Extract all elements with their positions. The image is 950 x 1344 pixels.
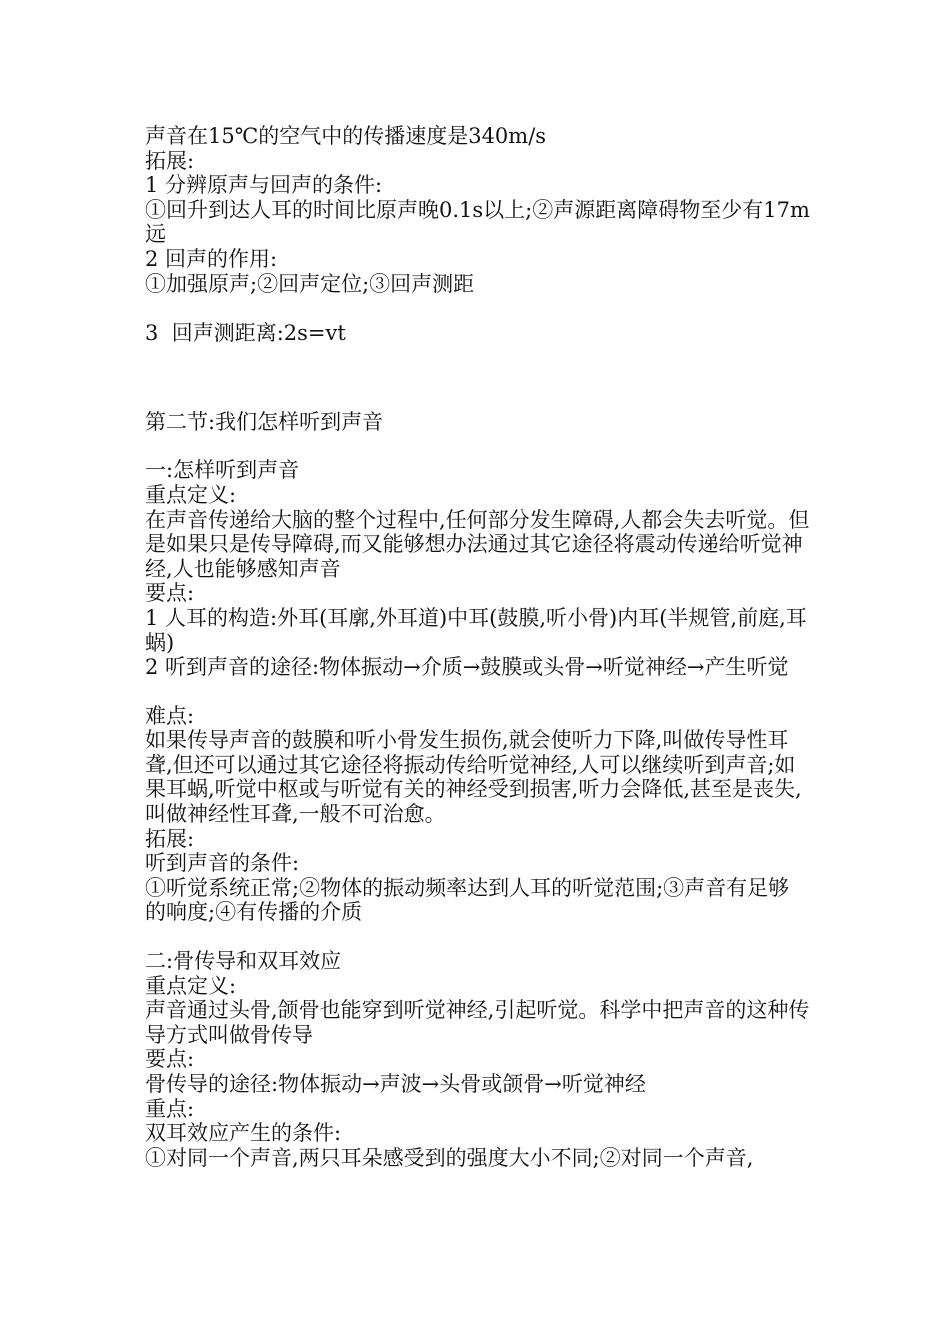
key-label: 重点: bbox=[145, 1096, 195, 1121]
ear-structure-point: 1 人耳的构造:外耳(耳廓,外耳道)中耳(鼓膜,听小骨)内耳(半规管,前庭,耳蜗) bbox=[145, 605, 807, 655]
section-title: 第二节:我们怎样听到声音 bbox=[145, 409, 384, 434]
echo-use-body: ①加强原声;②回声定位;③回声测距 bbox=[145, 271, 475, 296]
difficult-label: 难点: bbox=[145, 703, 195, 728]
sound-speed-text: 声音在15℃的空气中的传播速度是340m/s bbox=[145, 124, 547, 148]
hearing-path-point: 2 听到声音的途径:物体振动→介质→鼓膜或头骨→听觉神经→产生听觉 bbox=[145, 655, 789, 680]
definition-body: 声音通过头骨,颌骨也能穿到听觉神经,引起听觉。科学中把声音的这种传导方式叫做骨传导 bbox=[145, 998, 810, 1047]
subsection-heading: 二:骨传导和双耳效应 bbox=[145, 949, 342, 974]
expand-label: 拓展: bbox=[145, 826, 195, 851]
document-body bbox=[145, 124, 810, 1170]
spacer bbox=[145, 680, 810, 704]
spacer bbox=[145, 925, 810, 949]
difficult-body: 如果传导声音的鼓膜和听小骨发生损伤,就会使听力下降,叫做传导性耳聋,但还可以通过其它途径将振动传给听觉神经,人可以继续听到声音;如果耳蜗,听觉中枢或与听觉有关的神经受到损害,听力会降低,甚至是丧失,叫做神经性耳聋,一般不可治愈。 bbox=[145, 728, 802, 827]
echo-condition-body: ①回升到达人耳的时间比原声晚0.1s以上;②声源距离障碍物至少有17m远 bbox=[145, 197, 810, 247]
echo-distance-formula: 3 回声测距离:2s=vt bbox=[145, 321, 346, 346]
spacer bbox=[145, 346, 810, 410]
hearing-condition-label: 听到声音的条件: bbox=[145, 851, 300, 876]
hearing-condition-body: ①听觉系统正常;②物体的振动频率达到人耳的听觉范围;③声音有足够的响度;④有传播的介质 bbox=[145, 875, 790, 925]
binaural-condition-label: 双耳效应产生的条件: bbox=[145, 1121, 342, 1146]
definition-label: 重点定义: bbox=[145, 482, 237, 507]
subsection-heading: 一:怎样听到声音 bbox=[145, 458, 300, 483]
echo-condition-title: 1 分辨原声与回声的条件: bbox=[145, 173, 383, 198]
bone-conduction-path: 骨传导的途径:物体振动→声波→头骨或颌骨→听觉神经 bbox=[145, 1072, 646, 1096]
points-label: 要点: bbox=[145, 581, 195, 606]
definition-label: 重点定义: bbox=[145, 973, 237, 998]
spacer bbox=[145, 434, 810, 458]
definition-body: 在声音传递给大脑的整个过程中,任何部分发生障碍,人都会失去听觉。但是如果只是传导障碍,而又能够想办法通过其它途径将震动传递给听觉神经,人也能够感知声音 bbox=[145, 507, 810, 581]
spacer bbox=[145, 296, 810, 321]
expand-label: 拓展: bbox=[145, 148, 195, 173]
points-label: 要点: bbox=[145, 1047, 195, 1072]
binaural-condition-body: ①对同一个声音,两只耳朵感受到的强度大小不同;②对同一个声音, bbox=[145, 1145, 754, 1170]
echo-use-title: 2 回声的作用: bbox=[145, 246, 278, 271]
